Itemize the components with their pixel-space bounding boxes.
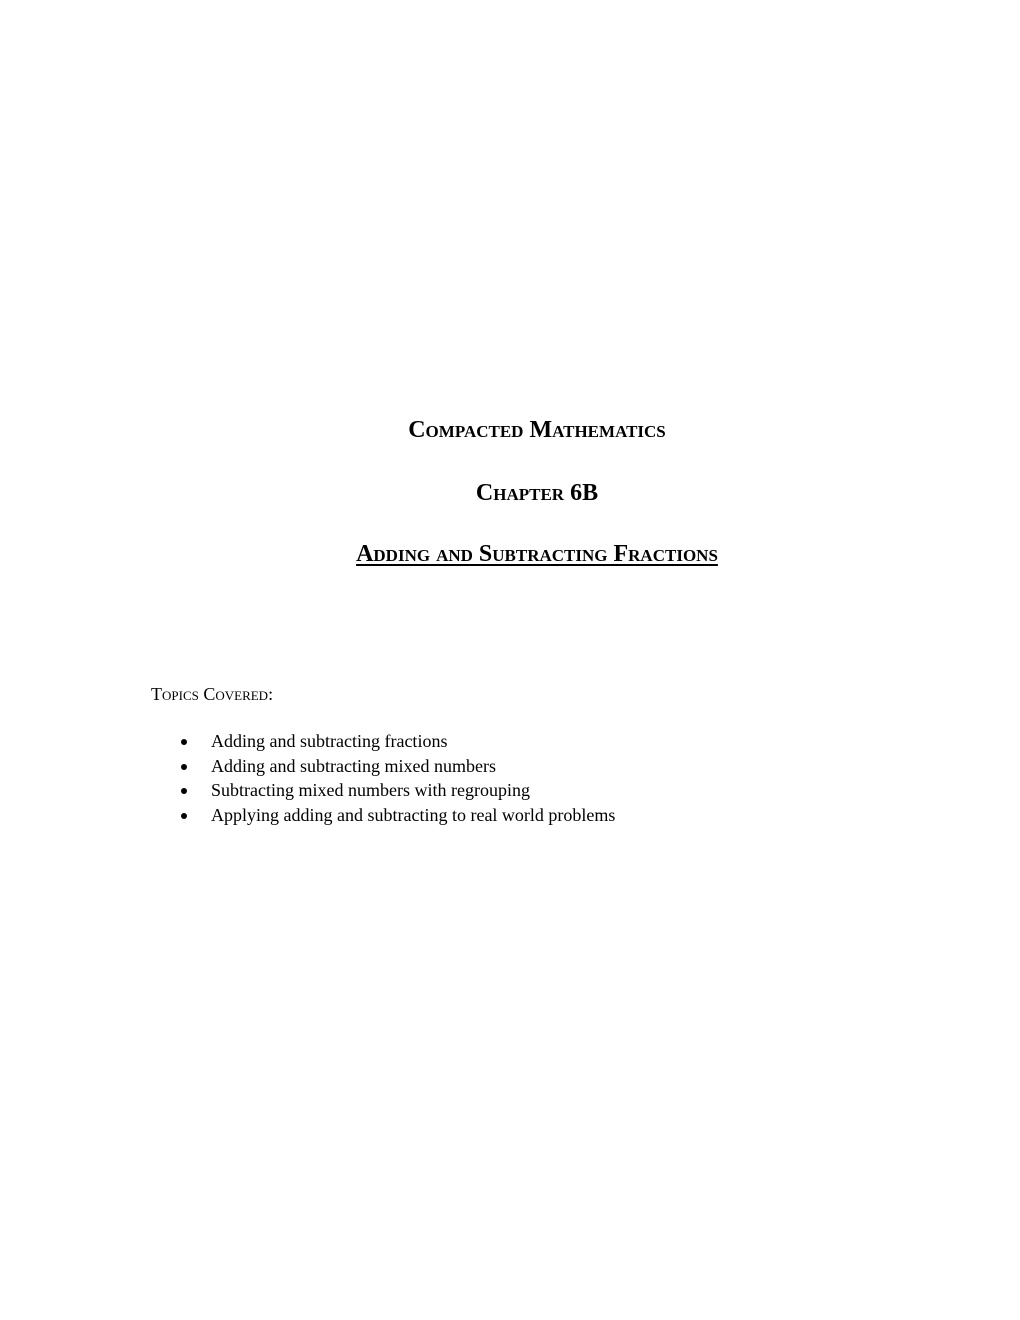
bullet-icon [181,739,187,745]
topic-text: Adding and subtracting fractions [211,731,448,751]
topic-text: Applying adding and subtracting to real world problems [211,804,616,825]
chapter-subtitle: Adding and Subtracting Fractions [356,541,718,567]
bullet-icon [181,764,187,770]
chapter-title: Chapter 6B [475,480,599,506]
topic-text: Subtracting mixed numbers with regrouping [211,780,530,800]
document-title: Compacted Mathematics [408,417,666,443]
bullet-icon [181,788,187,794]
topics-heading: Topics Covered: [151,684,274,704]
bullet-icon [181,813,187,819]
topic-text: Adding and subtracting mixed numbers [211,755,496,776]
